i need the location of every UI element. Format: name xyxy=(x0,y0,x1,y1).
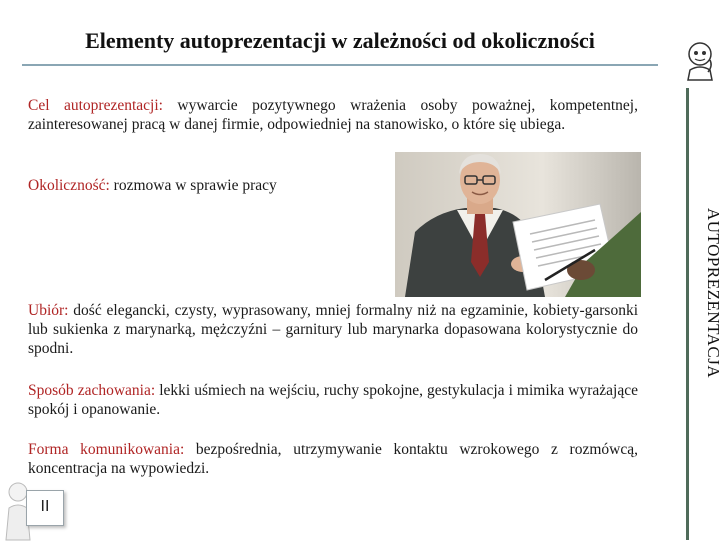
sposob-text: lekki uśmiech na wejściu, ruchy spokojne, gestykulacja i mimika wyrażające spokój i opanowanie. xyxy=(28,382,638,418)
cel-text: wywarcie pozytywnego wrażenia osoby poważnej, kompetentnej, zainteresowanej pracą w danej firmie, odpowiedniej na stanowisko, o które się ubiega. xyxy=(28,97,638,133)
cel-paragraph xyxy=(28,96,638,134)
forma-label: Forma komunikowania: xyxy=(28,441,185,458)
ubior-text: dość elegancki, czysty, wyprasowany, mniej formalny niż na egzaminie, kobiety-garsonki lub sukienka z marynarką, mężczyźni – garnitury lub marynarka dopasowana kolorystycznie do spodni. xyxy=(28,302,638,357)
sidebar-label: AUTOPREZENTACJA xyxy=(704,208,723,379)
ubior-paragraph xyxy=(28,301,638,358)
cel-label: Cel autoprezentacji: xyxy=(28,97,163,114)
okolicznosc-label: Okoliczność: xyxy=(28,177,110,194)
okolicznosc-text: rozmowa w sprawie pracy xyxy=(109,177,277,194)
job-interview-photo xyxy=(395,152,641,297)
thinking-figure-icon xyxy=(682,40,718,84)
figure-board: II xyxy=(26,490,64,526)
forma-paragraph xyxy=(28,440,638,478)
sposob-label: Sposób zachowania: xyxy=(28,382,156,399)
sposob-paragraph xyxy=(28,381,638,419)
forma-text: bezpośrednia, utrzymywanie kontaktu wzrokowego z rozmówcą, koncentracja na wypowiedzi. xyxy=(28,441,638,477)
ubior-label: Ubiór: xyxy=(28,302,69,319)
page-title: Elementy autoprezentacji w zależności od okoliczności xyxy=(85,28,595,53)
title-divider xyxy=(22,64,658,66)
